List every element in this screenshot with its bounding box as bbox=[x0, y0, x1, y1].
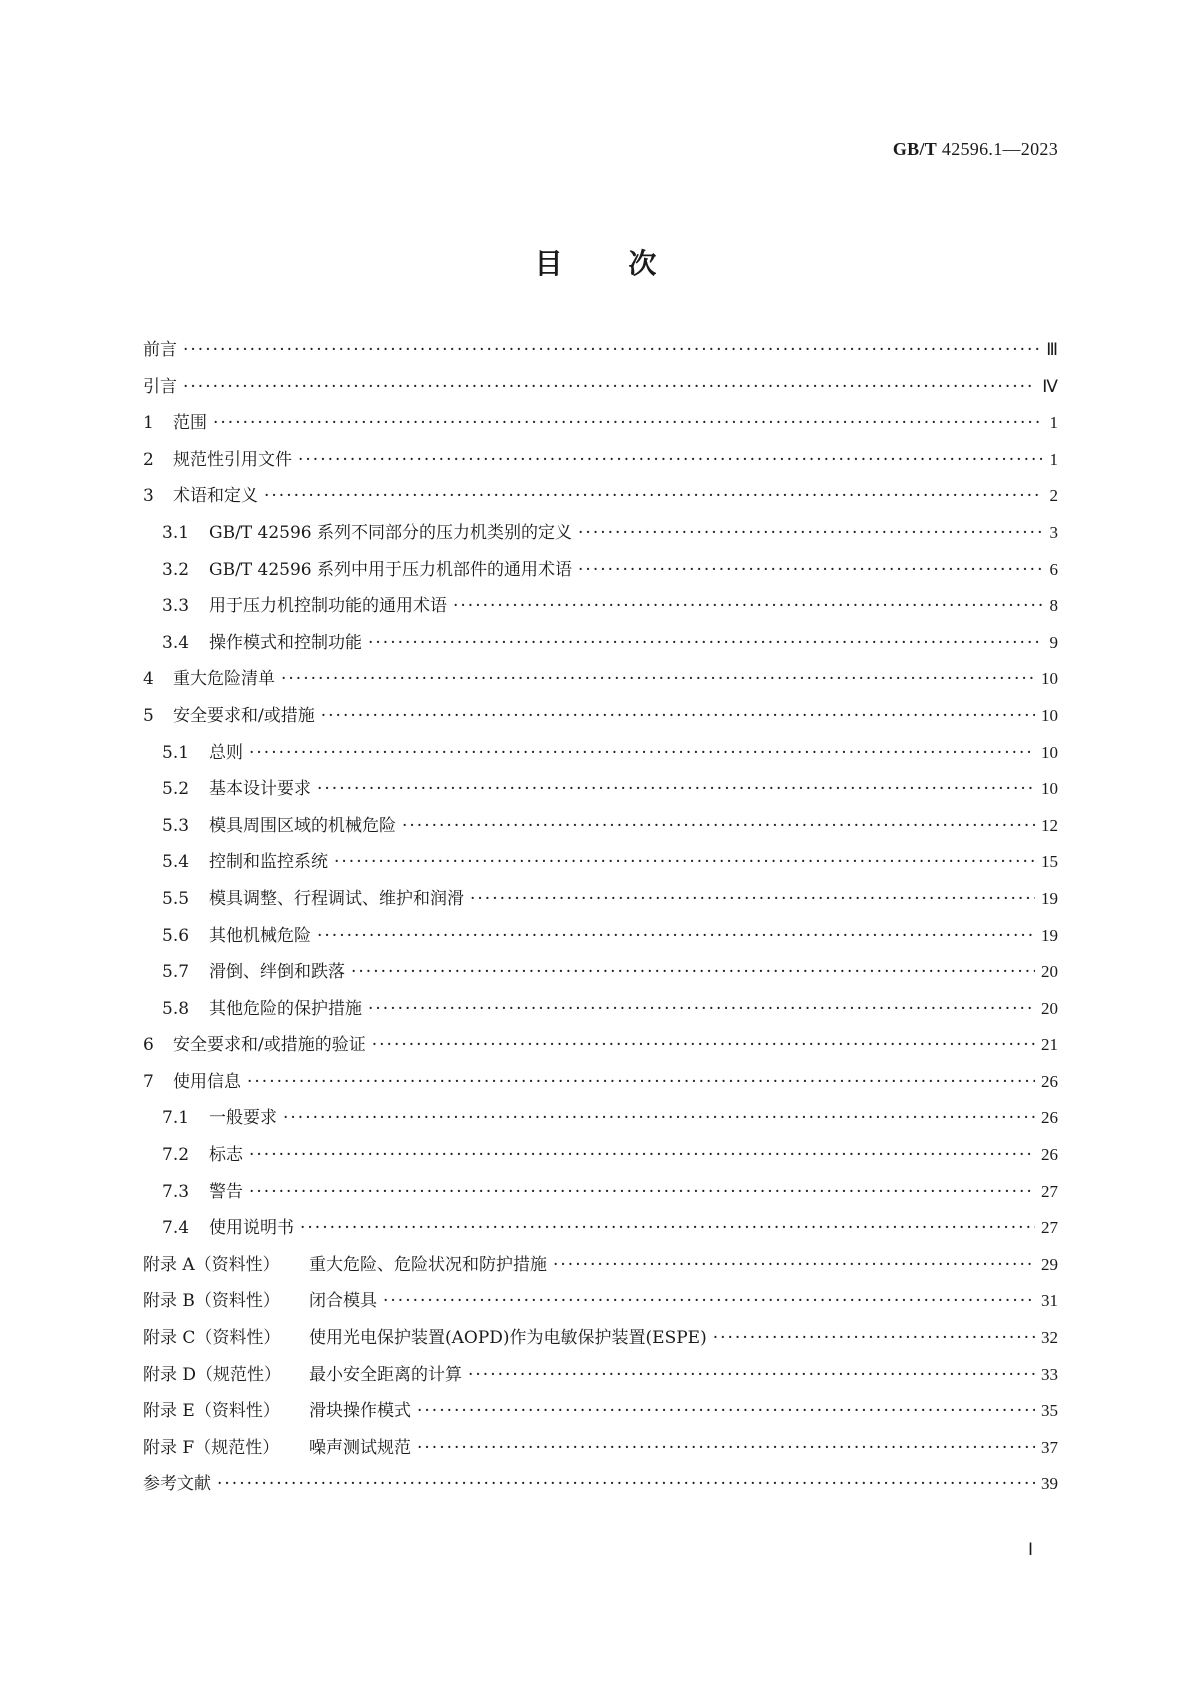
dot-leader bbox=[713, 1328, 1035, 1348]
toc-entry[interactable] bbox=[143, 591, 1058, 628]
toc-entry-title: 其他机械危险 bbox=[209, 925, 311, 946]
toc-entry-title: 使用说明书 bbox=[209, 1218, 294, 1239]
toc-page-number: 31 bbox=[1041, 1291, 1058, 1311]
dot-leader bbox=[553, 1255, 1035, 1275]
toc-entry-number: 3.3 bbox=[162, 596, 190, 617]
toc-entry-title: 噪声测试规范 bbox=[309, 1437, 411, 1458]
toc-entry-number: 3.2 bbox=[162, 559, 190, 580]
dot-leader bbox=[372, 1035, 1035, 1055]
toc-entry[interactable] bbox=[143, 408, 1058, 445]
dot-leader bbox=[468, 1365, 1035, 1385]
toc-annex-label: 附录 C（资料性） bbox=[143, 1328, 281, 1349]
toc-page-number: 27 bbox=[1041, 1181, 1058, 1201]
toc-entry-number: 6 bbox=[143, 1035, 154, 1056]
dot-leader bbox=[578, 523, 1042, 543]
toc-entry-title: 闭合模具 bbox=[309, 1291, 377, 1312]
toc-page-number: 39 bbox=[1041, 1474, 1058, 1494]
toc-entry-number: 3 bbox=[143, 486, 154, 507]
dot-leader bbox=[281, 669, 1035, 689]
toc-page-number: 10 bbox=[1041, 742, 1058, 762]
toc-entry[interactable] bbox=[143, 774, 1058, 811]
toc-entry[interactable] bbox=[143, 1433, 1058, 1470]
toc-entry-title: 参考文献 bbox=[143, 1474, 211, 1495]
toc-entry-number: 5 bbox=[143, 705, 154, 726]
toc-entry-title: 操作模式和控制功能 bbox=[209, 632, 362, 653]
dot-leader bbox=[417, 1401, 1035, 1421]
toc-page-number: 10 bbox=[1041, 779, 1058, 799]
toc-entry-title: 总则 bbox=[209, 742, 243, 763]
toc-page-number: 3 bbox=[1049, 522, 1058, 542]
toc-entry[interactable] bbox=[143, 1396, 1058, 1433]
toc-entry-title: 控制和监控系统 bbox=[209, 852, 328, 873]
toc-entry[interactable] bbox=[143, 957, 1058, 994]
toc-entry-title: GB/T 42596 系列不同部分的压力机类别的定义 bbox=[209, 522, 573, 543]
toc-page-number: 27 bbox=[1041, 1218, 1058, 1238]
title-char-2: 次 bbox=[628, 247, 657, 280]
toc-entry-title: 标志 bbox=[209, 1145, 243, 1166]
dot-leader bbox=[249, 1182, 1035, 1202]
toc-page-number: 21 bbox=[1041, 1035, 1058, 1055]
toc-entry[interactable] bbox=[143, 445, 1058, 482]
toc-entry[interactable] bbox=[143, 628, 1058, 665]
toc-entry[interactable] bbox=[143, 921, 1058, 958]
toc-entry[interactable] bbox=[143, 847, 1058, 884]
dot-leader bbox=[213, 413, 1042, 433]
toc-entry[interactable] bbox=[143, 1250, 1058, 1287]
toc-page-number: 2 bbox=[1049, 486, 1058, 506]
toc-annex-label: 附录 F（规范性） bbox=[143, 1437, 280, 1458]
toc-page-number: 1 bbox=[1049, 413, 1058, 433]
toc-entry-title: 安全要求和/或措施 bbox=[173, 705, 315, 726]
toc-entry[interactable] bbox=[143, 1360, 1058, 1397]
toc-entry[interactable] bbox=[143, 701, 1058, 738]
dot-leader bbox=[300, 1218, 1035, 1238]
document-code bbox=[893, 139, 1058, 160]
toc-entry-title: 滑块操作模式 bbox=[309, 1401, 411, 1422]
toc-entry-title: 使用光电保护装置(AOPD)作为电敏保护装置(ESPE) bbox=[309, 1328, 707, 1349]
toc-page-number: 20 bbox=[1041, 962, 1058, 982]
dot-leader bbox=[183, 377, 1036, 397]
toc-page-number: 26 bbox=[1041, 1108, 1058, 1128]
toc-entry[interactable] bbox=[143, 884, 1058, 921]
dot-leader bbox=[453, 596, 1042, 616]
dot-leader bbox=[247, 1072, 1035, 1092]
toc-entry-title: 使用信息 bbox=[173, 1071, 241, 1092]
toc-entry[interactable] bbox=[143, 1067, 1058, 1104]
toc-entry-number: 5.4 bbox=[162, 852, 190, 873]
standard-prefix: GB/T bbox=[892, 139, 938, 159]
toc-entry-number: 5.6 bbox=[162, 925, 190, 946]
dot-leader bbox=[368, 999, 1035, 1019]
dot-leader bbox=[217, 1474, 1035, 1494]
toc-entry-number: 7.2 bbox=[162, 1145, 190, 1166]
toc-page-number: 35 bbox=[1041, 1401, 1058, 1421]
toc-page-number: 26 bbox=[1041, 1145, 1058, 1165]
toc-entry[interactable] bbox=[143, 1177, 1058, 1214]
toc-page-number: 33 bbox=[1041, 1364, 1058, 1384]
toc-page-number: 26 bbox=[1041, 1071, 1058, 1091]
toc-page-number: 6 bbox=[1049, 559, 1058, 579]
toc-page-number: 29 bbox=[1041, 1254, 1058, 1274]
toc-entry-title: 前言 bbox=[143, 340, 177, 360]
toc-page-number: 1 bbox=[1049, 449, 1058, 469]
toc-entry-number: 7 bbox=[143, 1071, 154, 1092]
toc-entry-number: 5.1 bbox=[162, 742, 190, 763]
toc-annex-label: 附录 B（资料性） bbox=[143, 1291, 280, 1312]
toc-page-number: 19 bbox=[1041, 925, 1058, 945]
toc-page-number: 15 bbox=[1041, 852, 1058, 872]
dot-leader bbox=[351, 962, 1035, 982]
toc-entry[interactable] bbox=[143, 1323, 1058, 1360]
toc-entry[interactable] bbox=[143, 994, 1058, 1031]
dot-leader bbox=[249, 743, 1035, 763]
dot-leader bbox=[402, 816, 1035, 836]
toc-page-number: Ⅲ bbox=[1046, 340, 1058, 359]
toc-entry-title: 规范性引用文件 bbox=[173, 449, 292, 470]
dot-leader bbox=[283, 1108, 1035, 1128]
toc-entry-number: 5.2 bbox=[162, 779, 190, 800]
toc-entry-title: GB/T 42596 系列中用于压力机部件的通用术语 bbox=[209, 559, 573, 580]
dot-leader bbox=[249, 1145, 1035, 1165]
toc-entry-title: 滑倒、绊倒和跌落 bbox=[209, 962, 345, 983]
dot-leader bbox=[383, 1291, 1035, 1311]
title-char-1: 目 bbox=[534, 247, 563, 280]
page-number: Ⅰ bbox=[1027, 1540, 1033, 1559]
toc-entry-title: 范围 bbox=[173, 413, 207, 434]
dot-leader bbox=[334, 852, 1035, 872]
toc-entry-number: 3.4 bbox=[162, 632, 190, 653]
toc-entry[interactable] bbox=[143, 555, 1058, 592]
dot-leader bbox=[317, 779, 1035, 799]
table-of-contents bbox=[143, 335, 1058, 1506]
toc-entry[interactable] bbox=[143, 1469, 1058, 1506]
toc-entry-number: 7.1 bbox=[162, 1108, 190, 1129]
toc-entry-number: 1 bbox=[143, 413, 154, 434]
standard-number: 42596.1—2023 bbox=[941, 139, 1058, 159]
toc-entry-number: 5.5 bbox=[162, 888, 190, 909]
toc-page-number: 9 bbox=[1049, 632, 1058, 652]
toc-entry-title: 重大危险、危险状况和防护措施 bbox=[309, 1254, 547, 1275]
toc-page-number: 10 bbox=[1041, 669, 1058, 689]
toc-entry[interactable] bbox=[143, 1286, 1058, 1323]
toc-entry-number: 4 bbox=[143, 669, 154, 690]
toc-entry-title: 最小安全距离的计算 bbox=[309, 1364, 462, 1385]
toc-entry-title: 模具调整、行程调试、维护和润滑 bbox=[209, 888, 464, 909]
toc-entry-title: 模具周围区域的机械危险 bbox=[209, 815, 396, 836]
toc-entry[interactable] bbox=[143, 1103, 1058, 1140]
dot-leader bbox=[417, 1438, 1035, 1458]
toc-annex-label: 附录 A（资料性） bbox=[143, 1254, 280, 1275]
toc-entry-number: 5.8 bbox=[162, 998, 190, 1019]
toc-page-number: Ⅳ bbox=[1042, 376, 1058, 396]
toc-page-number: 12 bbox=[1041, 815, 1058, 835]
dot-leader bbox=[578, 560, 1042, 580]
toc-entry-number: 7.4 bbox=[162, 1218, 190, 1239]
toc-entry[interactable] bbox=[143, 481, 1058, 518]
toc-entry-number: 5.7 bbox=[162, 962, 190, 983]
toc-entry-title: 警告 bbox=[209, 1181, 243, 1202]
toc-entry[interactable] bbox=[143, 518, 1058, 555]
toc-page-number: 32 bbox=[1041, 1328, 1058, 1348]
dot-leader bbox=[183, 340, 1040, 360]
toc-entry[interactable] bbox=[143, 372, 1058, 409]
dot-leader bbox=[368, 633, 1042, 653]
toc-entry-title: 基本设计要求 bbox=[209, 779, 311, 800]
toc-annex-label: 附录 D（规范性） bbox=[143, 1364, 282, 1385]
toc-entry-number: 2 bbox=[143, 449, 154, 470]
toc-entry-title: 引言 bbox=[143, 376, 177, 397]
toc-entry-title: 术语和定义 bbox=[173, 486, 258, 507]
toc-entry[interactable] bbox=[143, 1140, 1058, 1177]
toc-entry-title: 一般要求 bbox=[209, 1108, 277, 1129]
page-title bbox=[0, 242, 1191, 282]
toc-page-number: 8 bbox=[1049, 596, 1058, 616]
dot-leader bbox=[317, 926, 1035, 946]
dot-leader bbox=[298, 450, 1042, 470]
dot-leader bbox=[264, 486, 1042, 506]
toc-page-number: 10 bbox=[1041, 705, 1058, 725]
toc-entry[interactable] bbox=[143, 1030, 1058, 1067]
toc-entry-number: 7.3 bbox=[162, 1181, 190, 1202]
toc-page-number: 20 bbox=[1041, 998, 1058, 1018]
toc-entry-title: 安全要求和/或措施的验证 bbox=[173, 1035, 366, 1056]
toc-page-number: 37 bbox=[1041, 1437, 1058, 1457]
toc-entry-title: 重大危险清单 bbox=[173, 669, 275, 690]
toc-entry[interactable] bbox=[143, 664, 1058, 701]
toc-entry-title: 用于压力机控制功能的通用术语 bbox=[209, 596, 447, 617]
dot-leader bbox=[321, 706, 1035, 726]
toc-entry[interactable] bbox=[143, 738, 1058, 775]
toc-entry[interactable] bbox=[143, 811, 1058, 848]
toc-entry[interactable] bbox=[143, 1213, 1058, 1250]
toc-page-number: 19 bbox=[1041, 888, 1058, 908]
toc-annex-label: 附录 E（资料性） bbox=[143, 1401, 280, 1422]
toc-entry[interactable] bbox=[143, 335, 1058, 372]
toc-entry-number: 3.1 bbox=[162, 522, 190, 543]
toc-entry-number: 5.3 bbox=[162, 815, 190, 836]
dot-leader bbox=[470, 889, 1035, 909]
toc-entry-title: 其他危险的保护措施 bbox=[209, 998, 362, 1019]
